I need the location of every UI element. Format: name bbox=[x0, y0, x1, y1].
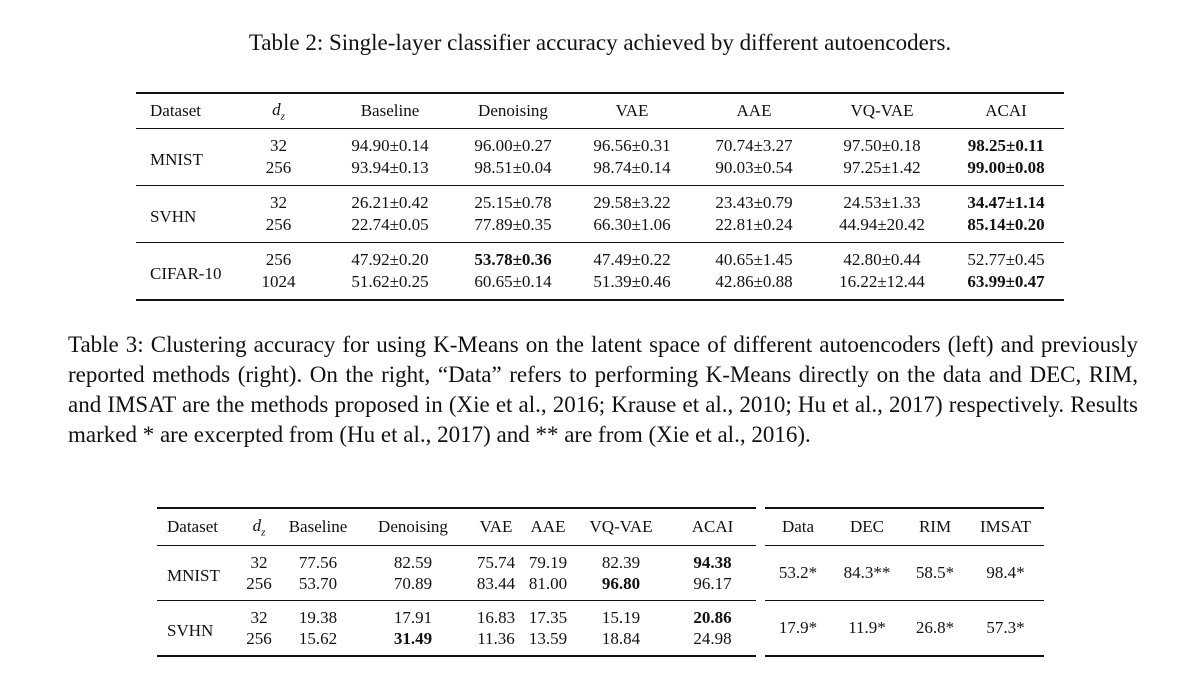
table2-header-vqvae: VQ-VAE bbox=[816, 93, 948, 129]
table3-value-cell: 15.19 bbox=[573, 601, 669, 629]
table3-header-dz: $d_z$ bbox=[239, 508, 279, 546]
table2-caption: Table 2: Single-layer classifier accuracy achieved by different autoencoders. bbox=[248, 30, 952, 55]
table3-header-vae: VAE bbox=[469, 508, 523, 546]
table3-value-cell: 18.84 bbox=[601, 628, 641, 648]
table2-value-cell: 98.74±0.14 bbox=[593, 158, 671, 177]
table3-value-cell: 82.39 bbox=[601, 552, 641, 572]
table3-autoencoders bbox=[157, 507, 756, 657]
table2-value-cell: 60.65±0.14 bbox=[474, 272, 552, 291]
table-row bbox=[136, 186, 1064, 215]
table2-dz-cell: 1024 bbox=[261, 272, 296, 291]
table2-dz-cell: 256 bbox=[265, 215, 292, 234]
table-row bbox=[157, 628, 756, 656]
table2-value-cell: 99.00±0.08 bbox=[967, 158, 1045, 177]
table3-value-cell: 82.59 bbox=[393, 552, 433, 572]
table2-value-cell: 51.39±0.46 bbox=[593, 272, 671, 291]
table-row bbox=[765, 601, 1044, 657]
table3-dz-cell: 32 bbox=[250, 552, 268, 572]
table3-prior-value-cell: 26.8* bbox=[903, 601, 967, 657]
table2-value-cell: 93.94±0.13 bbox=[351, 158, 429, 177]
table3-value-cell: 13.59 bbox=[528, 628, 568, 648]
table2-value-cell: 29.58±3.22 bbox=[572, 186, 692, 215]
table3-value-cell: 83.44 bbox=[476, 573, 516, 593]
table2-dataset-cell: SVHN bbox=[136, 186, 231, 243]
table2-header-aae: AAE bbox=[692, 93, 816, 129]
table3-header-dataset: Dataset bbox=[157, 508, 239, 546]
table3-caption: Table 3: Clustering accuracy for using K-Means on the latent space of different autoencoders (left) and previously reported methods (right). On the right, “Data” refers to performing K-Means directly on the data and DEC, RIM, and IMSAT are the methods proposed in (Xie et al., 2016; Krause et al., 2010; Hu et al., 2017) respectively. Results marked * are excerpted from (Hu et al., 2017) and ** are from (Xie et al., 2016). bbox=[68, 332, 1138, 447]
table3-prior-value-cell: 17.9* bbox=[765, 601, 831, 657]
table3-header-data: Data bbox=[765, 508, 831, 546]
table3-prior-value-cell: 84.3** bbox=[843, 563, 891, 582]
table2-dz-cell: 32 bbox=[270, 136, 287, 155]
table3-dz-cell: 256 bbox=[246, 628, 272, 648]
table3-value-cell: 75.74 bbox=[476, 552, 516, 572]
table3-value-cell: 96.80 bbox=[601, 573, 641, 593]
table2-value-cell: 47.92±0.20 bbox=[326, 243, 454, 272]
table3-value-cell: 11.36 bbox=[477, 628, 515, 648]
table2-value-cell: 63.99±0.47 bbox=[967, 272, 1045, 291]
table2-value-cell: 42.80±0.44 bbox=[816, 243, 948, 272]
table2-dz-cell: 256 bbox=[231, 243, 326, 272]
table3-dz-cell: 256 bbox=[246, 573, 272, 593]
table2-value-cell: 98.25±0.11 bbox=[967, 136, 1045, 155]
table2-value-cell: 40.65±1.45 bbox=[692, 243, 816, 272]
table2-value-cell: 70.74±3.27 bbox=[715, 136, 793, 155]
table3-dz-cell: 32 bbox=[239, 601, 279, 629]
table3-header-denoising: Denoising bbox=[357, 508, 469, 546]
table2-value-cell: 85.14±0.20 bbox=[967, 215, 1045, 234]
table2-value-cell: 52.77±0.45 bbox=[948, 243, 1064, 272]
table2-value-cell: 47.49±0.22 bbox=[572, 243, 692, 272]
table2-value-cell: 51.62±0.25 bbox=[351, 272, 429, 291]
table3-header-row bbox=[157, 508, 756, 546]
table3-header-rim: RIM bbox=[903, 508, 967, 546]
table2-value-cell: 96.00±0.27 bbox=[474, 136, 552, 155]
table3-header-acai: ACAI bbox=[669, 508, 756, 546]
table2-header-row bbox=[136, 93, 1064, 129]
table2-value-cell: 90.03±0.54 bbox=[715, 158, 793, 177]
table3-prior-methods bbox=[765, 507, 1044, 657]
table-row bbox=[157, 546, 756, 574]
table3-dataset-cell: SVHN bbox=[157, 601, 239, 657]
table2-value-cell: 53.78±0.36 bbox=[454, 243, 572, 272]
table3-prior-value-cell: 53.2* bbox=[778, 563, 818, 582]
table3-right-header-row bbox=[765, 508, 1044, 546]
table3-value-cell: 53.70 bbox=[298, 573, 338, 593]
table3-header-aae: AAE bbox=[523, 508, 573, 546]
table2-value-cell: 24.53±1.33 bbox=[816, 186, 948, 215]
table-row bbox=[136, 243, 1064, 272]
table3-header-baseline: Baseline bbox=[279, 508, 357, 546]
table2-value-cell: 98.51±0.04 bbox=[474, 158, 552, 177]
table3-header-imsat: IMSAT bbox=[967, 508, 1044, 546]
table3-value-cell: 77.56 bbox=[298, 552, 338, 572]
table2-header-dataset: Dataset bbox=[136, 93, 231, 129]
table2-header-vae: VAE bbox=[572, 93, 692, 129]
table2-value-cell: 25.15±0.78 bbox=[454, 186, 572, 215]
table2-value-cell: 66.30±1.06 bbox=[593, 215, 671, 234]
table2-value-cell: 22.81±0.24 bbox=[715, 215, 793, 234]
table3-header-vqvae: VQ-VAE bbox=[573, 508, 669, 546]
table3-dataset-cell: MNIST bbox=[167, 566, 220, 585]
table3-prior-value-cell: 11.9* bbox=[831, 601, 903, 657]
table-row bbox=[136, 157, 1064, 186]
table3-value-cell: 96.17 bbox=[693, 573, 732, 593]
table-row bbox=[136, 271, 1064, 300]
table-row bbox=[765, 546, 1044, 601]
table3-prior-value-cell: 58.5* bbox=[915, 563, 955, 582]
table2-header-acai: ACAI bbox=[948, 93, 1064, 129]
table3-value-cell: 81.00 bbox=[528, 573, 568, 593]
table2-value-cell: 22.74±0.05 bbox=[351, 215, 429, 234]
table2-dz-cell: 32 bbox=[231, 186, 326, 215]
table3-value-cell: 70.89 bbox=[393, 573, 433, 593]
table2-header-baseline: Baseline bbox=[326, 93, 454, 129]
table2-dataset-cell: CIFAR-10 bbox=[136, 243, 231, 301]
table3-value-cell: 31.49 bbox=[393, 628, 433, 648]
table-row bbox=[136, 214, 1064, 243]
table3-value-cell: 20.86 bbox=[669, 601, 756, 629]
table2-value-cell: 26.21±0.42 bbox=[326, 186, 454, 215]
table3-value-cell: 16.83 bbox=[469, 601, 523, 629]
table-row bbox=[157, 573, 756, 601]
table3-value-cell: 17.91 bbox=[357, 601, 469, 629]
table3-header-dec: DEC bbox=[831, 508, 903, 546]
table2-value-cell: 42.86±0.88 bbox=[715, 272, 793, 291]
table2-dz-cell: 256 bbox=[265, 158, 292, 177]
table2-value-cell: 94.90±0.14 bbox=[351, 136, 429, 155]
table3-value-cell: 15.62 bbox=[298, 628, 338, 648]
table3-value-cell: 24.98 bbox=[693, 628, 732, 648]
table3-prior-value-cell: 57.3* bbox=[967, 601, 1044, 657]
table3-prior-value-cell: 98.4* bbox=[986, 563, 1025, 582]
table2-value-cell: 97.50±0.18 bbox=[843, 136, 921, 155]
table-row bbox=[136, 129, 1064, 158]
table3-value-cell: 79.19 bbox=[528, 552, 568, 572]
table2-value-cell: 77.89±0.35 bbox=[474, 215, 552, 234]
table3-value-cell: 17.35 bbox=[523, 601, 573, 629]
table2 bbox=[136, 92, 1064, 301]
table2-value-cell: 96.56±0.31 bbox=[593, 136, 671, 155]
table2-value-cell: 34.47±1.14 bbox=[948, 186, 1064, 215]
table-row bbox=[157, 601, 756, 629]
table2-dataset-cell: MNIST bbox=[150, 150, 203, 169]
table2-value-cell: 23.43±0.79 bbox=[692, 186, 816, 215]
table2-value-cell: 16.22±12.44 bbox=[839, 272, 925, 291]
table3-value-cell: 19.38 bbox=[279, 601, 357, 629]
table2-header-denoising: Denoising bbox=[454, 93, 572, 129]
table2-value-cell: 97.25±1.42 bbox=[843, 158, 921, 177]
table2-value-cell: 44.94±20.42 bbox=[839, 215, 925, 234]
table2-header-dz: $d_z$ bbox=[231, 93, 326, 129]
table3-value-cell: 94.38 bbox=[693, 552, 732, 572]
